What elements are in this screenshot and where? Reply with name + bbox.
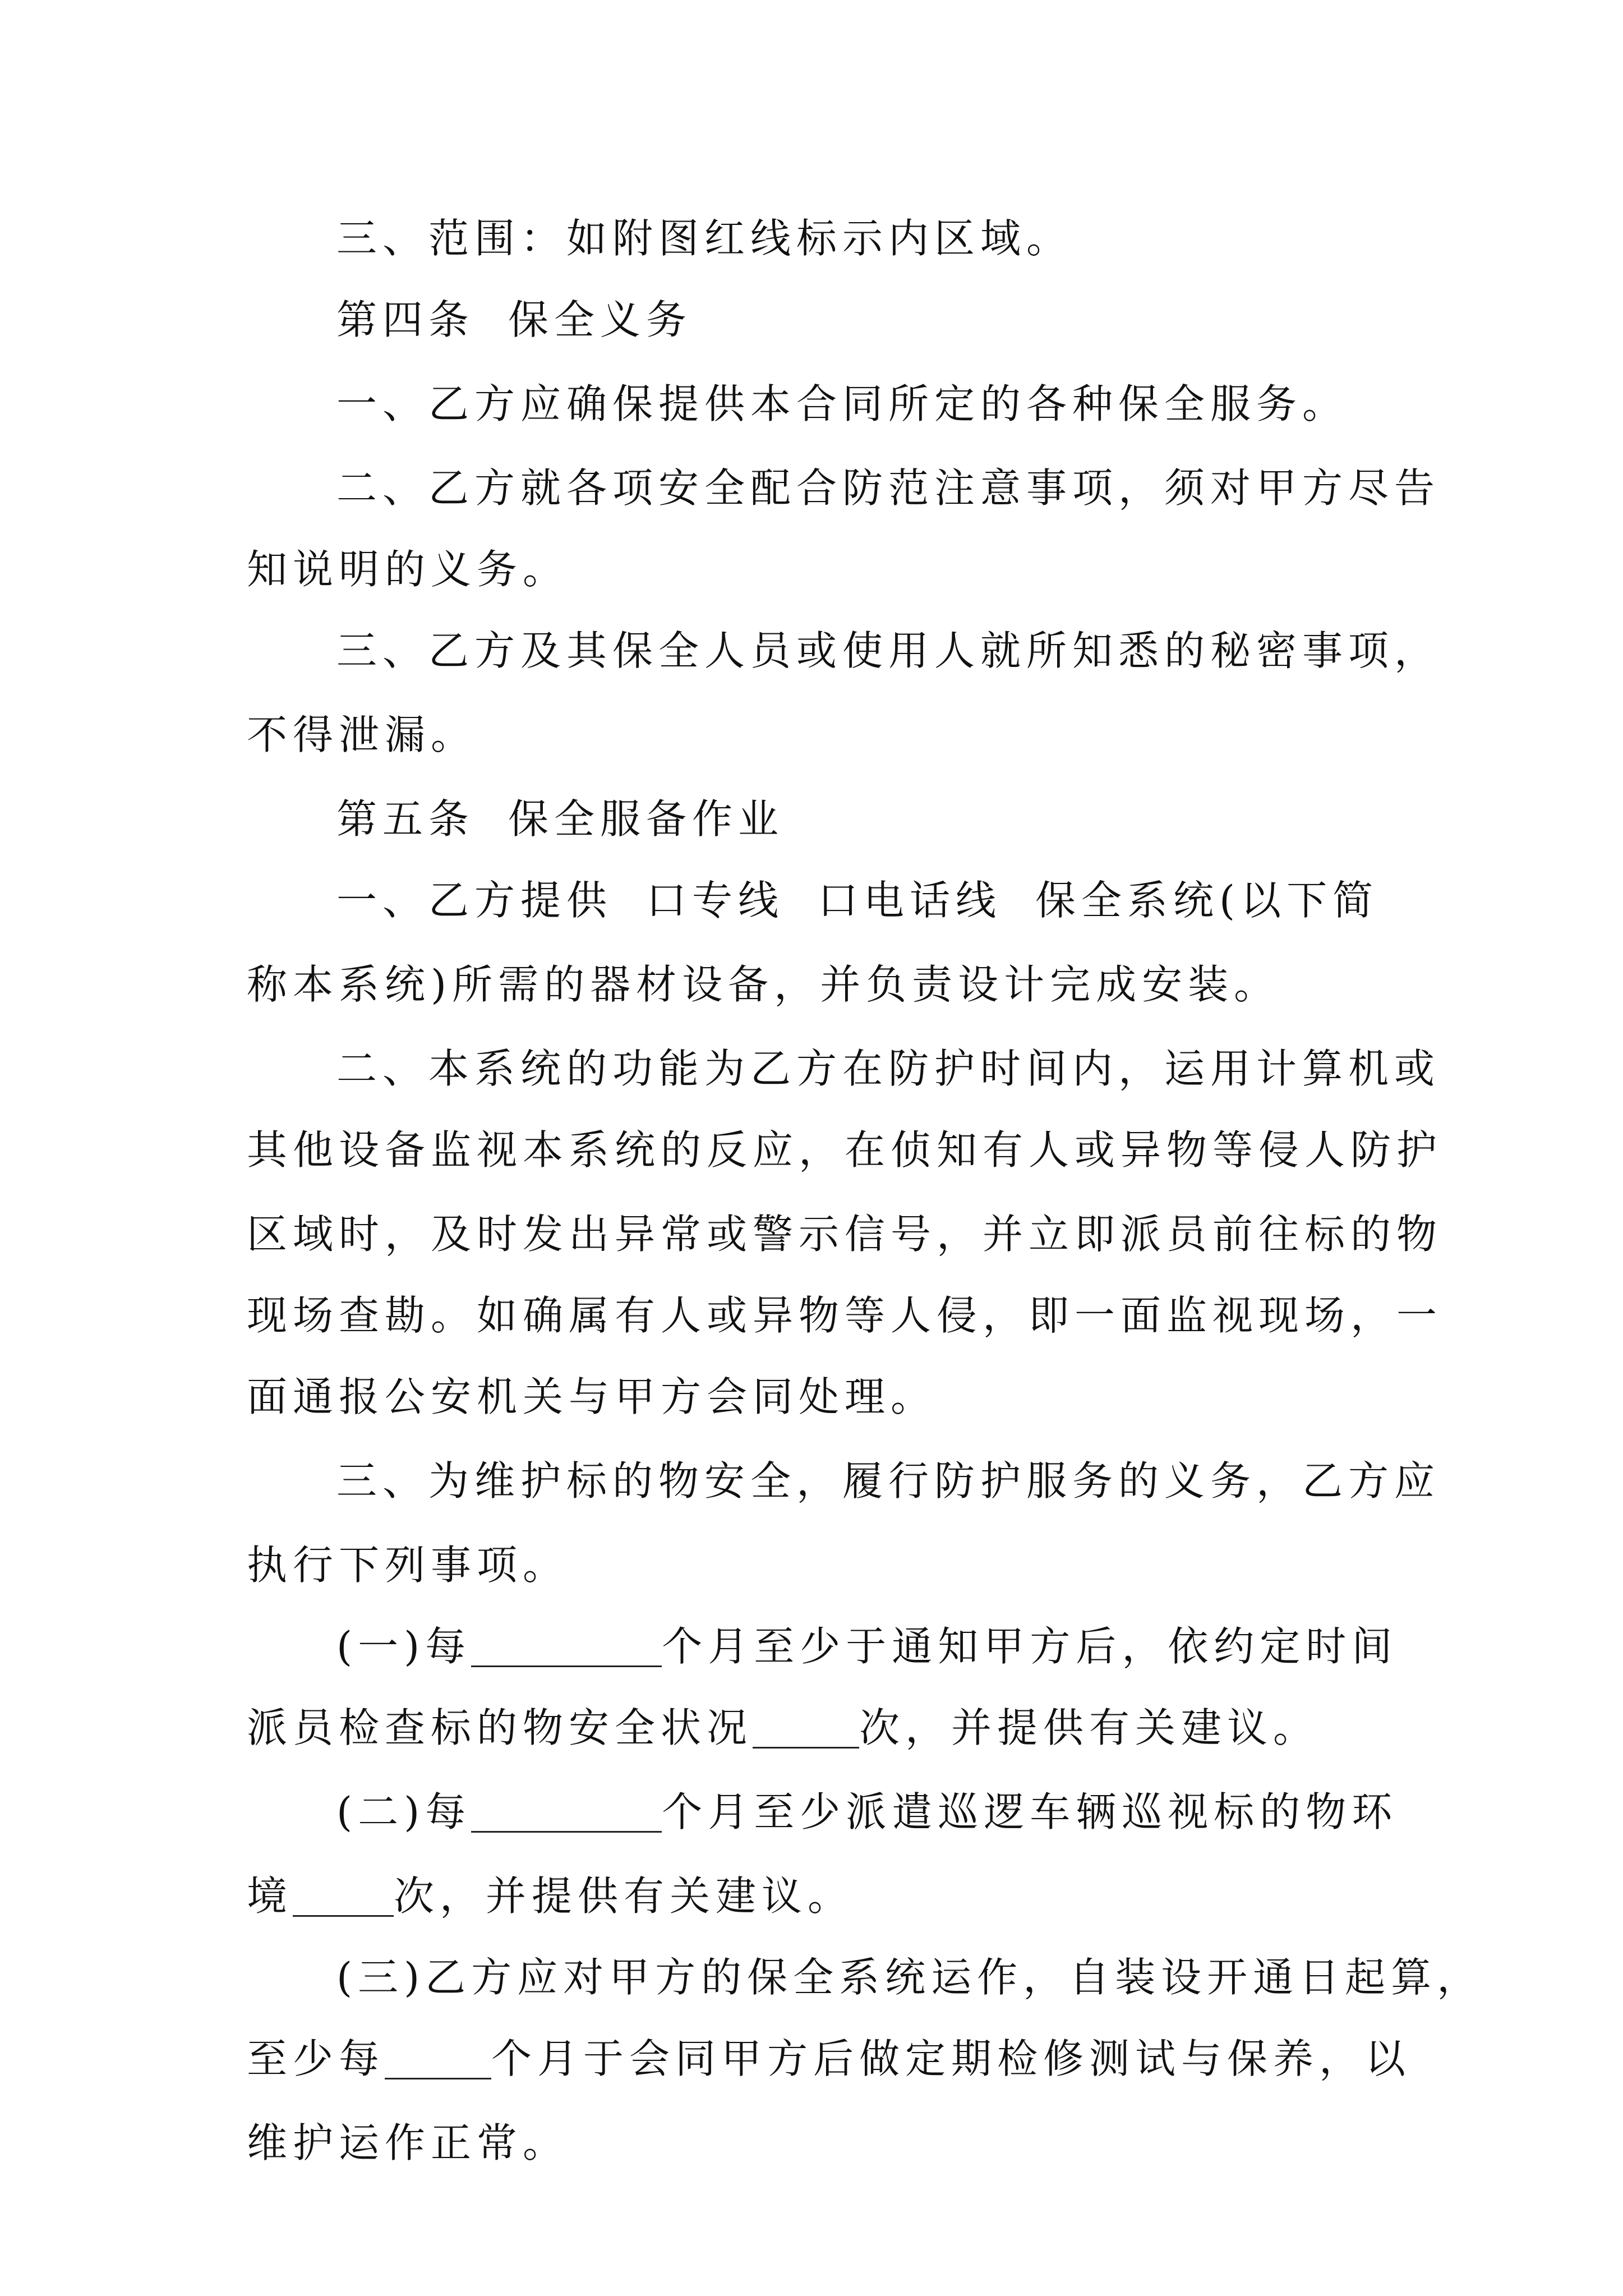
text-line: 三、范围：如附图红线标示内区域。 <box>336 215 1073 262</box>
text-segment: 个月至少于通知甲方后，依约定时间 <box>662 1623 1398 1670</box>
paragraph-5-1-line-2 <box>247 940 1623 1029</box>
item-1-line-1 <box>336 1602 1623 1691</box>
item-3-line-1 <box>336 1932 1623 2022</box>
text-segment: 保全系统(以下简 <box>1035 877 1379 924</box>
checkbox-option-phone-line: 口电话线 <box>818 877 1002 924</box>
text-segment: 个月于会同甲方后做定期检修测试与保养，以 <box>491 2035 1412 2082</box>
article-number: 第四条 <box>336 296 475 343</box>
article-5-heading <box>336 774 1623 864</box>
text-segment: 派员检查标的物安全状况 <box>247 1704 753 1751</box>
article-title: 保全义务 <box>508 296 693 343</box>
text-line: 一、乙方应确保提供本合同所定的各种保全服务。 <box>336 380 1349 427</box>
text-line: 三、为维护标的物安全，履行防护服务的义务，乙方应 <box>336 1457 1441 1504</box>
checkbox-option-dedicated-line: 口专线 <box>646 877 785 924</box>
paragraph-4-1 <box>336 359 1623 449</box>
paragraph-5-1-line-1 <box>336 855 1623 945</box>
text-line: 面通报公安机关与甲方会同处理。 <box>247 1373 937 1420</box>
article-title: 保全服备作业 <box>508 795 785 843</box>
item-1-line-2 <box>247 1683 1623 1773</box>
text-line: (三)乙方应对甲方的保全系统运作，自装设开通日起算， <box>336 1954 1483 2001</box>
text-line: 现场查勘。如确属有人或异物等人侵，即一面监视现场，一 <box>247 1292 1443 1339</box>
blank-field-months <box>471 1798 662 1833</box>
item-3-line-3 <box>247 2098 1623 2188</box>
blank-field-times <box>293 1883 394 1917</box>
paragraph-5-2-line-2 <box>247 1105 1623 1195</box>
text-segment: 个月至少派遣巡逻车辆巡视标的物环 <box>662 1788 1398 1835</box>
paragraph-5-3-line-2 <box>247 1520 1623 1610</box>
text-segment: 次，并提供有关建议。 <box>859 1704 1320 1751</box>
text-line: 维护运作正常。 <box>247 2119 569 2166</box>
text-segment: 一、乙方提供 <box>336 877 613 924</box>
blank-field-times <box>753 1714 859 1749</box>
paragraph-4-3-line-2 <box>247 690 1623 780</box>
paragraph-5-2-line-5 <box>247 1352 1623 1442</box>
blank-field-months <box>471 1633 662 1667</box>
text-segment: 至少每 <box>247 2035 385 2082</box>
text-segment: 次，并提供有关建议。 <box>394 1872 854 1920</box>
paragraph-4-2-line-2 <box>247 524 1623 614</box>
paragraph-5-2-line-4 <box>247 1271 1623 1360</box>
paragraph-5-2-line-1 <box>336 1024 1623 1114</box>
paragraph-4-2-line-1 <box>336 443 1623 533</box>
text-line: 知说明的义务。 <box>247 546 569 593</box>
blank-field-months <box>385 2045 491 2079</box>
text-segment: 境 <box>247 1872 293 1920</box>
text-line: 二、乙方就各项安全配合防范注意事项，须对甲方尽告 <box>336 464 1441 512</box>
paragraph-5-2-line-3 <box>247 1189 1623 1279</box>
paragraph-scope <box>336 194 1623 283</box>
text-line: 称本系统)所需的器材设备，并负责设计完成安装。 <box>247 961 1280 1008</box>
text-line: 执行下列事项。 <box>247 1542 569 1589</box>
text-line: 二、本系统的功能为乙方在防护时间内，运用计算机或 <box>336 1045 1441 1092</box>
text-line: 三、乙方及其保全人员或使用人就所知悉的秘密事项， <box>336 627 1441 674</box>
text-line: 区域时，及时发出异常或警示信号，并立即派员前往标的物 <box>247 1211 1443 1258</box>
article-4-heading <box>336 275 1623 365</box>
text-line: 其他设备监视本系统的反应，在侦知有人或异物等侵人防护 <box>247 1126 1443 1174</box>
item-3-line-2 <box>247 2014 1623 2104</box>
item-2-line-2 <box>247 1851 1623 1941</box>
item-2-line-1 <box>336 1767 1623 1857</box>
article-number: 第五条 <box>336 795 475 843</box>
text-segment: (二)每 <box>336 1788 472 1835</box>
paragraph-4-3-line-1 <box>336 606 1623 696</box>
text-segment: (一)每 <box>336 1623 472 1670</box>
text-line: 不得泄漏。 <box>247 711 477 758</box>
paragraph-5-3-line-1 <box>336 1436 1623 1526</box>
